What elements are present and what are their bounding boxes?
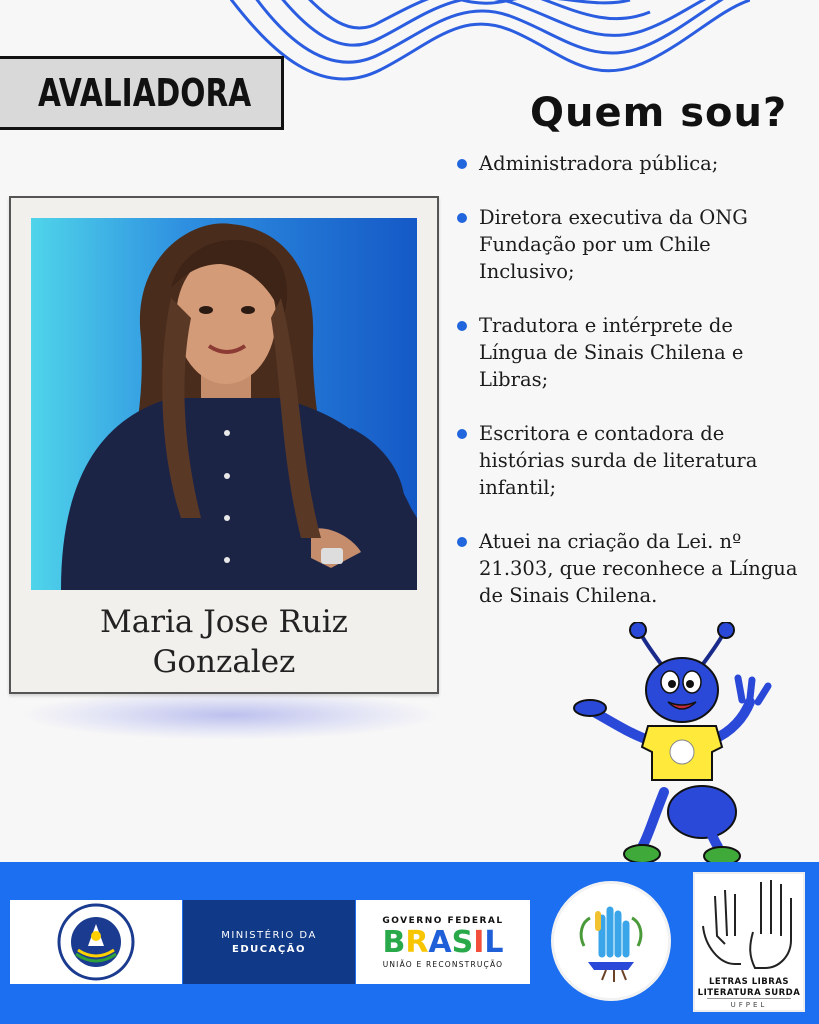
list-item — [455, 420, 805, 501]
gov-logo — [356, 900, 530, 984]
list-item-text: Tradutora e intérprete de Língua de Sinais Chilena e Libras; — [479, 314, 744, 391]
ufpel-logo — [10, 900, 182, 984]
profile-name-line2: Gonzalez — [152, 644, 296, 680]
hand-sign-icon — [695, 876, 803, 976]
mec-logo-line2: EDUCAÇÃO — [232, 943, 306, 955]
profile-name-line1: Maria Jose Ruiz — [99, 604, 349, 640]
ufpel-seal-icon — [56, 902, 136, 982]
portrait-illustration — [31, 218, 417, 590]
profile-photo — [31, 218, 417, 590]
list-item-text: Diretora executiva da ONG Fundação por um Chile Inclusivo; — [479, 206, 748, 283]
list-item-text: Escritora e contadora de histórias surda de literatura infantil; — [479, 422, 758, 499]
list-item — [455, 204, 805, 285]
page-title: Quem sou? — [530, 90, 788, 136]
card-shadow — [20, 690, 440, 740]
letras-logo-line3: UFPEL — [730, 1001, 768, 1009]
list-item — [455, 150, 805, 177]
project-seal — [551, 881, 671, 1001]
letras-logo-text — [695, 977, 803, 999]
list-item-text: Atuei na criação da Lei. nº 21.303, que reconhece a Língua de Sinais Chilena. — [479, 530, 798, 607]
dot-icon — [457, 213, 467, 223]
gov-logo-line1: GOVERNO FEDERAL — [382, 915, 504, 926]
profile-card — [9, 196, 439, 694]
divider — [707, 998, 791, 999]
letras-logo-line2: LITERATURA SURDA — [697, 988, 801, 998]
letras-logo-line1: LETRAS LIBRAS — [708, 977, 790, 987]
mec-logo — [183, 900, 355, 984]
bio-list — [455, 150, 805, 636]
letras-libras-logo — [693, 872, 805, 1012]
list-item-text: Administradora pública; — [479, 152, 719, 175]
list-item — [455, 312, 805, 393]
gov-logo-line2: BRASIL — [382, 924, 504, 960]
hand-sign-icon — [554, 884, 668, 998]
list-item — [455, 528, 805, 609]
profile-name — [11, 602, 437, 682]
ant-mascot-icon — [572, 622, 782, 872]
dot-icon — [457, 429, 467, 439]
dot-icon — [457, 159, 467, 169]
gov-logo-line3: UNIÃO E RECONSTRUÇÃO — [382, 959, 504, 969]
mec-logo-line1: MINISTÉRIO DA — [221, 929, 317, 941]
role-badge — [0, 56, 284, 130]
dot-icon — [457, 537, 467, 547]
dot-icon — [457, 321, 467, 331]
role-badge-label: AVALIADORA — [38, 71, 252, 115]
